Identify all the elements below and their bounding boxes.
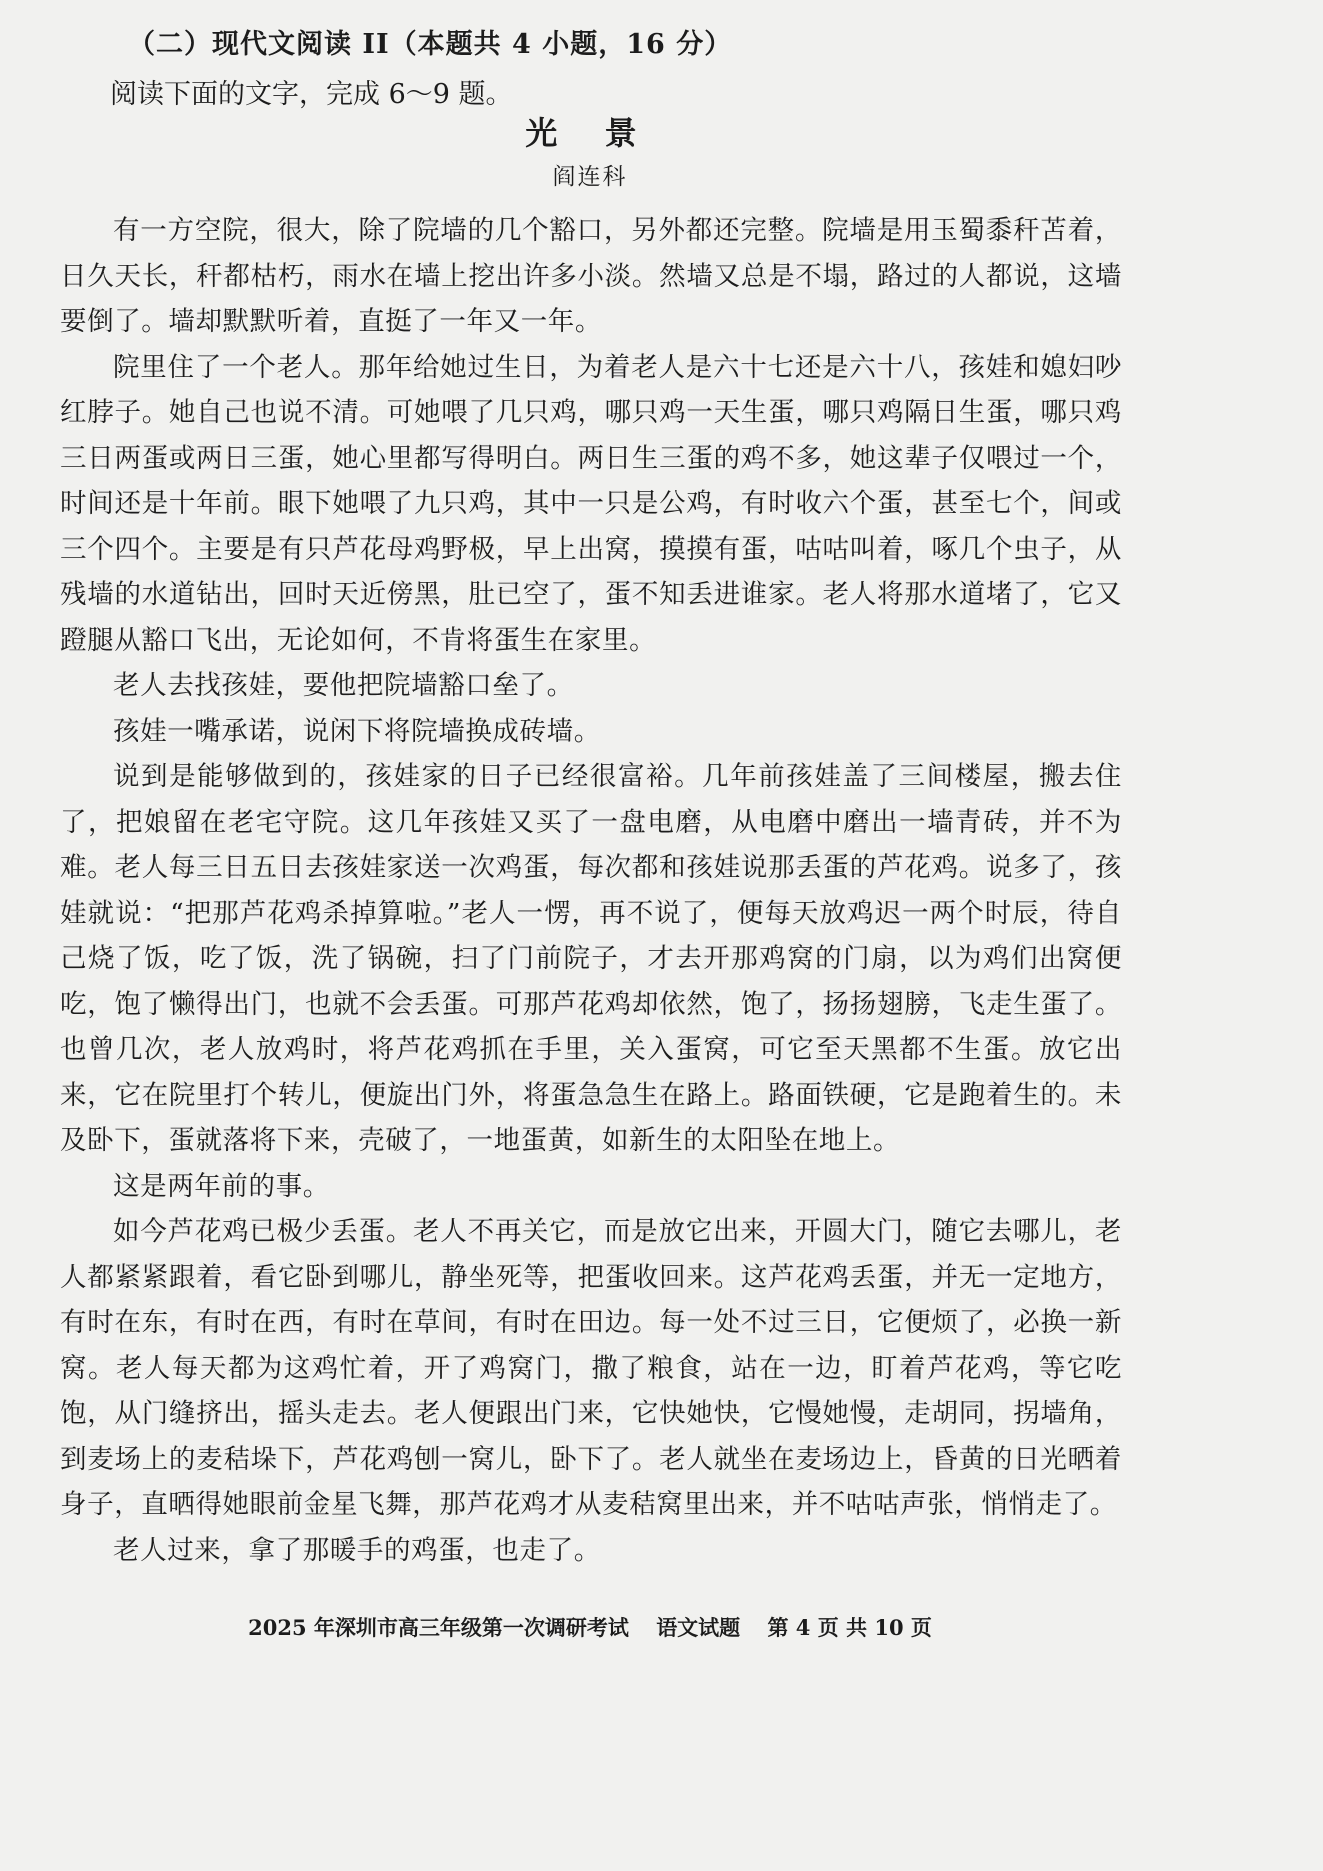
paragraph: 院里住了一个老人。那年给她过生日，为着老人是六十七还是六十八，孩娃和媳妇吵红脖子。她自己也说不清。可她喂了几只鸡，哪只鸡一天生蛋，哪只鸡隔日生蛋，哪只鸡三日两蛋或两日三蛋，她心里都写得明白。两日生三蛋的鸡不多，她这辈子仅喂过一个，时间还是十年前。眼下她喂了九只鸡，其中一只是公鸡，有时收六个蛋，甚至七个，间或三个四个。主要是有只芦花母鸡野极，早上出窝，摸摸有蛋，咕咕叫着，啄几个虫子，从残墙的水道钻出，回时天近傍黑，肚已空了，蛋不知丢进谁家。老人将那水道堵了，它又蹬腿从豁口飞出，无论如何，不肯将蛋生在家里。 [60, 351, 1122, 656]
footer-exam-name: 2025 年深圳市高三年级第一次调研考试 [248, 1615, 629, 1640]
footer-page-number: 第 4 页 共 10 页 [767, 1615, 932, 1640]
paragraph: 老人去找孩娃，要他把院墙豁口垒了。 [113, 670, 574, 701]
footer-subject: 语文试题 [656, 1615, 741, 1640]
reading-instruction: 阅读下面的文字，完成 6～9 题。 [110, 79, 513, 110]
paragraph: 有一方空院，很大，除了院墙的几个豁口，另外都还完整。院墙是用玉蜀黍秆苫着，日久天长，秆都枯朽，雨水在墙上挖出许多小淡。然墙又总是不塌，路过的人都说，这墙要倒了。墙却默默听着，直挺了一年又一年。 [60, 215, 1122, 337]
paragraph: 孩娃一嘴承诺，说闲下将院墙换成砖墙。 [113, 715, 601, 747]
page-footer [0, 1612, 1180, 1642]
paragraph: 如今芦花鸡已极少丢蛋。老人不再关它，而是放它出来，开圆大门，随它去哪儿，老人都紧紧跟着，看它卧到哪儿，静坐死等，把蛋收回来。这芦花鸡丢蛋，并无一定地方，有时在东，有时在西，有时在草间，有时在田边。每一处不过三日，它便烦了，必换一新窝。老人每天都为这鸡忙着，开了鸡窝门，撒了粮食，站在一边，盯着芦花鸡，等它吃饱，从门缝挤出，摇头走去。老人便跟出门来，它快她快，它慢她慢，走胡同，拐墙角，到麦场上的麦秸垛下，芦花鸡刨一窝儿，卧下了。老人就坐在麦场边上，昏黄的日光晒着身子，直晒得她眼前金星飞舞，那芦花鸡才从麦秸窝里出来，并不咕咕声张，悄悄走了。 [60, 1216, 1122, 1520]
paragraph: 说到是能够做到的，孩娃家的日子已经很富裕。几年前孩娃盖了三间楼屋，搬去住了，把娘留在老宅守院。这几年孩娃又买了一盘电磨，从电磨中磨出一墙青砖，并不为难。老人每三日五日去孩娃家送一次鸡蛋，每次都和孩娃说那丢蛋的芦花鸡。说多了，孩娃就说：“把那芦花鸡杀掉算啦。”老人一愣，再不说了，便每天放鸡迟一两个时辰，待自己烧了饭，吃了饭，洗了锅碗，扫了门前院子，才去开那鸡窝的门扇，以为鸡们出窝便吃，饱了懒得出门，也就不会丢蛋。可那芦花鸡却依然，饱了，扬扬翅膀，飞走生蛋了。也曾几次，老人放鸡时，将芦花鸡抓在手里，关入蛋窝，可它至天黑都不生蛋。放它出来，它在院里打个转儿，便旋出门外，将蛋急急生在路上。路面铁硬，它是跑着生的。未及卧下，蛋就落将下来，壳破了，一地蛋黄，如新生的太阳坠在地上。 [60, 761, 1122, 1156]
article-body [60, 208, 1122, 1573]
paragraph: 这是两年前的事。 [113, 1170, 330, 1202]
article-author: 阎连科 [552, 164, 628, 190]
article-title: 光 景 [525, 114, 655, 152]
section-heading: （二）现代文阅读 II（本题共 4 小题，16 分） [128, 29, 733, 60]
paragraph: 老人过来，拿了那暖手的鸡蛋，也走了。 [113, 1534, 601, 1566]
